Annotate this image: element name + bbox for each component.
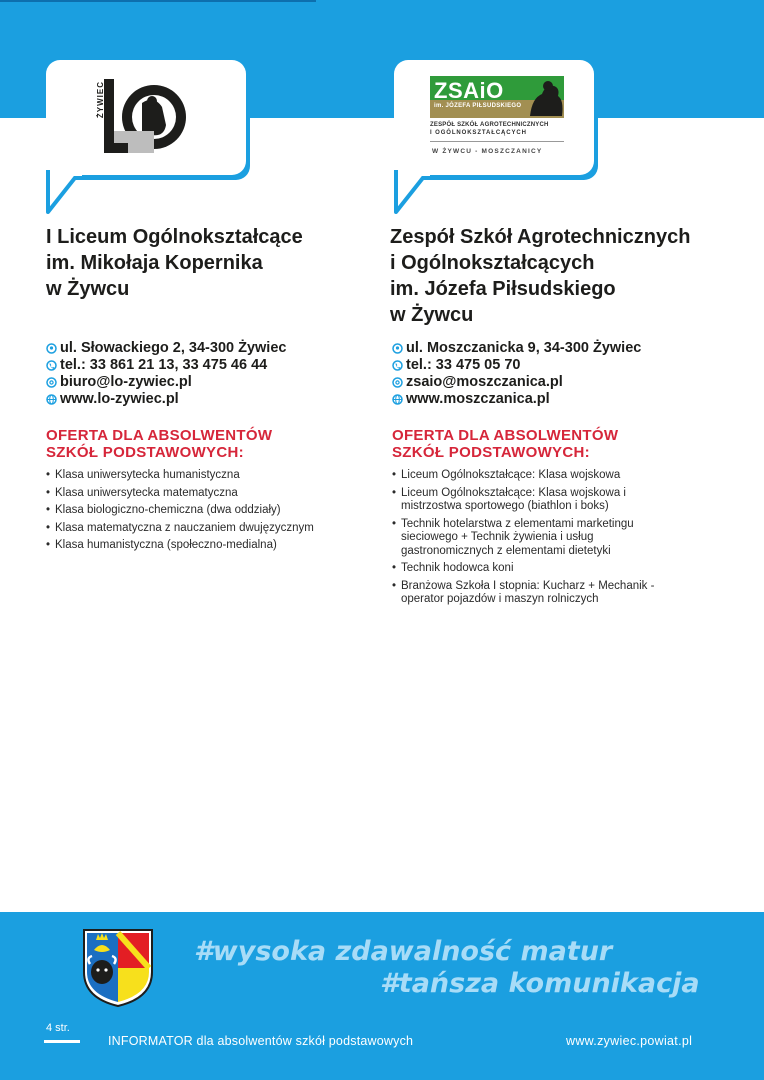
offer-heading-line: SZKÓŁ PODSTAWOWYCH: bbox=[392, 444, 590, 461]
page-number: 4 str. bbox=[46, 1022, 70, 1034]
school-name-line: Zespół Szkół Agrotechnicznych bbox=[390, 226, 691, 248]
zsaio-logo-line1: ZESPÓŁ SZKÓŁ AGROTECHNICZNYCH bbox=[430, 122, 549, 128]
list-item bbox=[392, 518, 732, 559]
hashtag-matura: #wysoka zdawalność matur bbox=[194, 936, 613, 967]
school-name-line: i Ogólnokształcących bbox=[390, 252, 595, 274]
list-item bbox=[392, 580, 732, 607]
list-item bbox=[392, 562, 732, 576]
offer-heading-line: OFERTA DLA ABSOLWENTÓW bbox=[46, 427, 273, 444]
list-item-line: • Liceum Ogólnokształcące: Klasa wojskowa i bbox=[401, 486, 626, 499]
phone-text: tel.: 33 475 05 70 bbox=[406, 357, 521, 373]
bubble-tail-zsaio bbox=[392, 170, 432, 216]
address-row bbox=[46, 340, 366, 357]
zsaio-logo-rule bbox=[430, 141, 564, 142]
school-name-line: w Żywcu bbox=[390, 304, 474, 326]
phone-icon bbox=[46, 360, 57, 371]
phone-row bbox=[46, 357, 366, 374]
offer-list-lo bbox=[46, 469, 366, 557]
email-row[interactable] bbox=[392, 374, 732, 391]
email-icon bbox=[46, 377, 57, 388]
lo-logo-vertical-text: ŻYWIEC bbox=[96, 81, 105, 119]
school-name-line: im. Mikołaja Kopernika bbox=[46, 252, 263, 274]
zsaio-logo-line2: I OGÓLNOKSZTAŁCĄCYCH bbox=[430, 130, 527, 136]
list-item-line: • Branżowa Szkoła I stopnia: Kucharz + Mechanik - bbox=[401, 579, 655, 592]
list-item-line: • Technik hodowca koni bbox=[401, 562, 514, 574]
email-icon bbox=[392, 377, 403, 388]
list-item: • Klasa matematyczna z nauczaniem dwujęzycznym bbox=[46, 522, 366, 536]
offer-list-zsaio bbox=[392, 469, 732, 611]
horse-rider-icon bbox=[524, 78, 564, 118]
www-row[interactable] bbox=[392, 391, 732, 408]
zsaio-logo-patron: im. JÓZEFA PIŁSUDSKIEGO bbox=[434, 103, 522, 109]
offer-heading-lo bbox=[46, 427, 366, 461]
zsaio-logo-line3: W ŻYWCU - MOSZCZANICY bbox=[432, 148, 543, 155]
zsaio-school-logo bbox=[428, 76, 568, 162]
school-name-line: I Liceum Ogólnokształcące bbox=[46, 226, 303, 248]
offer-heading-line: SZKÓŁ PODSTAWOWYCH: bbox=[46, 444, 244, 461]
list-item-line: • Liceum Ogólnokształcące: Klasa wojskowa bbox=[401, 469, 621, 481]
zsaio-logo-title: ZSAiO bbox=[434, 78, 504, 103]
list-item bbox=[392, 487, 732, 514]
footer-info: INFORMATOR dla absolwentów szkół podstawowych bbox=[108, 1034, 414, 1048]
location-icon bbox=[392, 343, 403, 354]
email-row[interactable] bbox=[46, 374, 366, 391]
list-item-line: • Technik hotelarstwa z elementami marketingu bbox=[401, 517, 634, 530]
list-item: • Klasa uniwersytecka matematyczna bbox=[46, 487, 366, 501]
school-name-line: w Żywcu bbox=[46, 278, 130, 300]
address-row bbox=[392, 340, 732, 357]
email-link[interactable]: zsaio@moszczanica.pl bbox=[406, 374, 563, 390]
list-item bbox=[392, 469, 732, 483]
footer-url-link[interactable]: www.zywiec.powiat.pl bbox=[566, 1034, 693, 1048]
list-item-line: operator pojazdów i maszyn rolniczych bbox=[401, 593, 599, 605]
www-row[interactable] bbox=[46, 391, 366, 408]
phone-text: tel.: 33 861 21 13, 33 475 46 44 bbox=[60, 357, 268, 373]
powiat-crest-icon bbox=[82, 928, 154, 1008]
globe-icon bbox=[392, 394, 403, 405]
offer-heading-zsaio bbox=[392, 427, 732, 461]
contact-block-lo bbox=[46, 340, 366, 408]
list-item-line: sieciowego + Technik żywienia i usług bbox=[401, 531, 594, 543]
globe-icon bbox=[46, 394, 57, 405]
contact-block-zsaio bbox=[392, 340, 732, 408]
email-link[interactable]: biuro@lo-zywiec.pl bbox=[60, 374, 192, 390]
phone-icon bbox=[392, 360, 403, 371]
school-column-zsaio bbox=[390, 224, 730, 328]
hashtag-komunikacja: #tańsza komunikacja bbox=[380, 968, 700, 999]
lo-school-logo bbox=[92, 73, 192, 161]
address-text: ul. Słowackiego 2, 34-300 Żywiec bbox=[60, 340, 287, 356]
top-line bbox=[0, 0, 316, 2]
list-item: • Klasa humanistyczna (społeczno-medialna) bbox=[46, 539, 366, 553]
bubble-tail-lo bbox=[44, 170, 84, 216]
list-item: • Klasa biologiczno-chemiczna (dwa oddziały) bbox=[46, 504, 366, 518]
school-name bbox=[390, 224, 730, 328]
list-item: • Klasa uniwersytecka humanistyczna bbox=[46, 469, 366, 483]
list-item-line: mistrzostwa sportowego (biathlon i boks) bbox=[401, 500, 609, 512]
school-column-lo bbox=[46, 224, 366, 302]
location-icon bbox=[46, 343, 57, 354]
school-name-line: im. Józefa Piłsudskiego bbox=[390, 278, 616, 300]
page-number-rule bbox=[44, 1040, 80, 1043]
school-name bbox=[46, 224, 366, 302]
offer-heading-line: OFERTA DLA ABSOLWENTÓW bbox=[392, 427, 619, 444]
www-link[interactable]: www.lo-zywiec.pl bbox=[60, 391, 179, 407]
address-text: ul. Moszczanicka 9, 34-300 Żywiec bbox=[406, 340, 642, 356]
list-item-line: gastronomicznych z elementami dietetyki bbox=[401, 544, 611, 557]
phone-row bbox=[392, 357, 732, 374]
www-link[interactable]: www.moszczanica.pl bbox=[406, 391, 550, 407]
